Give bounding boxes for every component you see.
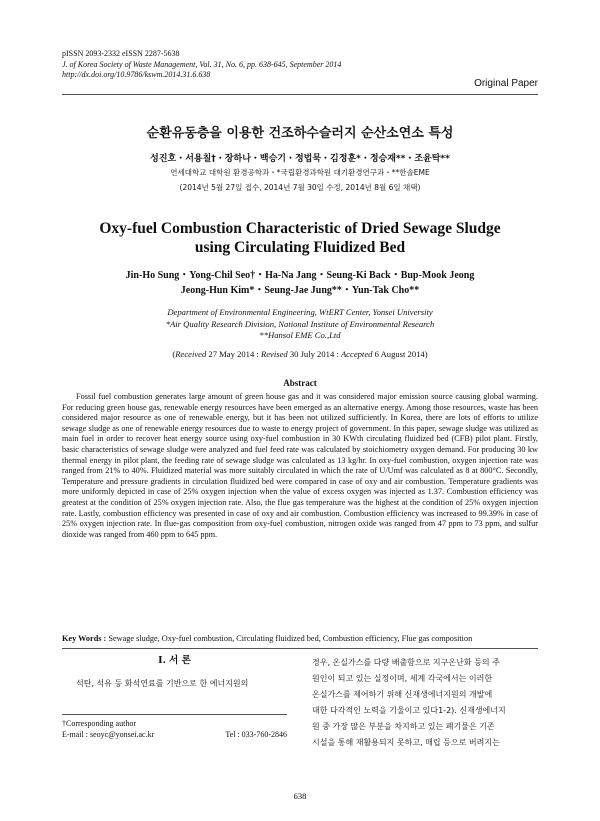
intro-right-column bbox=[312, 655, 538, 751]
korean-dates: (2014년 5월 27일 접수, 2014년 7월 30일 수정, 2014년 8월 6일 채택) bbox=[179, 183, 421, 192]
accepted-date: 6 August 2014 bbox=[374, 349, 425, 359]
revised-label: Revised bbox=[260, 349, 288, 359]
footnote-rule bbox=[62, 714, 287, 715]
english-affiliations bbox=[62, 307, 538, 342]
issn: pISSN 2093-2332 eISSN 2287-5638 bbox=[62, 49, 180, 58]
received-label: Received bbox=[175, 349, 207, 359]
english-authors-line1: Jin-Ho Sung・Yong-Chil Seo†・Ha-Na Jang・Seung-Ki Back・Bup-Mook Jeong bbox=[125, 270, 475, 281]
author-tel: Tel : 033-760-2846 bbox=[225, 730, 287, 739]
abstract-heading: Abstract bbox=[283, 378, 317, 388]
intro-line: 대한 다각적인 노력을 기울이고 있다1-2). 신재생에너지 bbox=[312, 706, 506, 715]
page-number: 638 bbox=[293, 791, 307, 801]
abstract-rule bbox=[62, 648, 538, 649]
intro-line: 온실가스를 제어하기 위해 신재생에너지원의 개발에 bbox=[312, 690, 493, 699]
accepted-label: Accepted bbox=[340, 349, 373, 359]
affiliation-1: Department of Environmental Engineering, WtERT Center, Yonsei University bbox=[167, 307, 433, 317]
footnote bbox=[62, 718, 287, 740]
revised-date: 30 July 2014 bbox=[289, 349, 335, 359]
intro-line: 시설을 통해 재활용되지 못하고, 매립 등으로 버려지는 bbox=[312, 738, 500, 747]
korean-affiliation: 연세대학교 대학원 환경공학과・*국립환경과학원 대기환경연구과・**한솔EME bbox=[170, 168, 430, 177]
english-dates: (Received 27 May 2014 : Revised 30 July 2014 : Accepted 6 August 2014) bbox=[172, 349, 428, 359]
section-title-introduction: I. 서 론 bbox=[158, 655, 191, 666]
keywords bbox=[62, 634, 538, 643]
article-type-badge: Original Paper bbox=[474, 78, 538, 89]
keywords-text: Sewage sludge, Oxy-fuel combustion, Circulating fluidized bed, Combustion efficiency, Flue gas composition bbox=[108, 634, 473, 643]
affiliation-3: **Hansol EME Co.,Ltd bbox=[259, 330, 341, 340]
corresponding-author: †Corresponding author bbox=[62, 719, 136, 728]
english-authors bbox=[62, 268, 538, 298]
keywords-label: Key Words : bbox=[62, 634, 107, 643]
english-title bbox=[62, 219, 538, 257]
english-title-line1: Oxy-fuel Combustion Characteristic of Dried Sewage Sludge bbox=[99, 220, 501, 237]
author-email: E-mail : seoyc@yonsei.ac.kr bbox=[62, 730, 155, 739]
journal-citation: J. of Korea Society of Waste Management, Vol. 31, No. 6, pp. 638-645, September 2014 bbox=[62, 59, 342, 69]
korean-title: 순환유동층을 이용한 건조하수슬러지 순산소연소 특성 bbox=[146, 126, 454, 141]
english-authors-line2: Jeong-Hun Kim*・Seung-Jae Jung**・Yun-Tak Cho** bbox=[180, 285, 420, 296]
abstract-text: Fossil fuel combustion generates large amount of green house gas and it was considered major emission source causing global warming. For reducing green house gas, renewable energy resources have been emerged as an alternative energy. Among those resources, waste has been considered major resource as one of renewable energy, but it has been not utilized sufficiently. In Korea, there are lots of efforts to utilize sewage sludge as one of renewable energy resources due to waste to energy project of government. In this paper, sewage sludge was utilized as main fuel in order to recover heat energy source using oxy-fuel combustion in 30 KWth circulating fluidized bed (CFB) pilot plant. Firstly, basic characteristics of sewage sludge were analyzed and fuel feed rate was calculated by stoichiometry oxygen demand. For producing 30 kw thermal energy in pilot plant, the feeding rate of sewage sludge was calculated as 13 kg/hr. In oxy-fuel combustion, oxygen injection rate was ranged from 21% to 40%. Fluidized material was more suitably circulated in which the rate of U/Umf was calculated as 8 at 800°C. Secondly, Temperature and pressure gradients in circulation fluidized bed were compared in case of oxy and air combustion. Temperature gradients was more uniformly depicted in case of 25% oxygen injection when the value of excess oxygen was injected as 1.37. Combustion efficiency was greatest at the condition of 25% oxygen injection rate. Also, the flue gas temperature was the highest at the condition of 25% oxygen injection rate. Lastly, combustion efficiency was presented in case of oxy and air combustion. Combustion efficiency was increased to 99.39% in case of 25% oxygen injection rate. In flue-gas composition from oxy-fuel combustion, nitrogen oxide was ranged from 47 ppm to 73 ppm, and sulfur dioxide was ranged from 460 ppm to 645 ppm. bbox=[62, 392, 538, 539]
header-rule bbox=[62, 94, 538, 95]
intro-line: 원 중 가장 많은 부분을 차지하고 있는 폐기물은 기존 bbox=[312, 722, 495, 731]
doi-link[interactable]: http://dx.doi.org/10.9786/kswm.2014.31.6.638 bbox=[62, 70, 211, 79]
intro-line: 경우, 온실가스를 다량 배출함으로 지구온난화 등의 주 bbox=[312, 658, 500, 667]
korean-authors: 성진호・서용칠†・장하나・백승기・정법묵・김정훈*・정승재**・조윤탁** bbox=[150, 154, 450, 164]
journal-header bbox=[62, 49, 341, 81]
english-title-line2: using Circulating Fluidized Bed bbox=[194, 239, 406, 256]
received-date: 27 May 2014 bbox=[208, 349, 255, 359]
intro-left-paragraph: 석탄, 석유 등 화석연료를 기반으로 한 에너지원의 bbox=[76, 679, 249, 688]
affiliation-2: *Air Quality Research Division, National Institute of Environmental Research bbox=[165, 318, 435, 329]
intro-line: 원인이 되고 있는 실정이며, 세계 각국에서는 이러한 bbox=[312, 674, 493, 683]
